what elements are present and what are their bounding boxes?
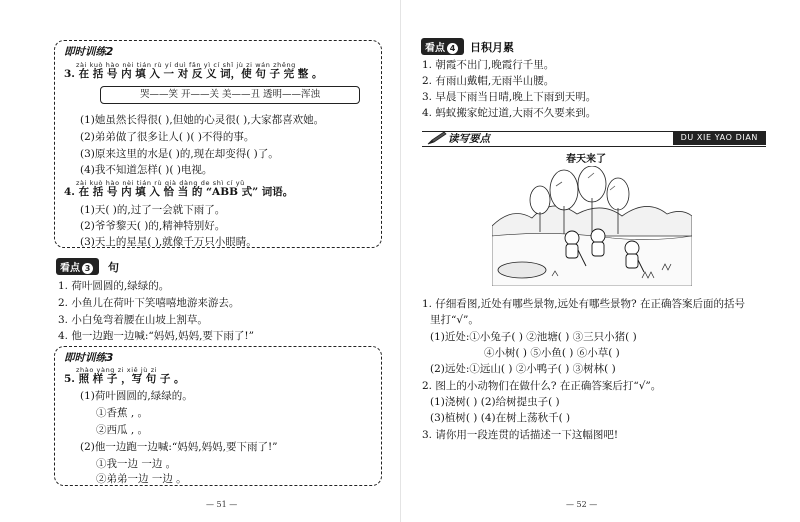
- q3-line-1: (1)她虽然长得很( ),但她的心灵很( ),大家都喜欢她。: [80, 114, 325, 126]
- q5-pinyin: zhào yàng zi xiě jù zi: [76, 366, 158, 374]
- q1-near-a: (1)近处:①小兔子( ) ②池塘( ) ③三只小猪( ): [430, 331, 637, 343]
- pond: [498, 262, 546, 278]
- story-title: 春天来了: [566, 154, 606, 165]
- q3-line-3: (3)原来这里的水是( )的,现在却变得( )了。: [80, 148, 279, 160]
- sentence-1: 1. 荷叶圆圆的,绿绿的。: [58, 280, 170, 292]
- spring-illustration: [492, 166, 692, 286]
- saying-1: 1. 朝霞不出门,晚霞行千里。: [422, 59, 555, 71]
- q2-prompt: 2. 图上的小动物们在做什么? 在正确答案后打“√”。: [422, 380, 662, 392]
- q2-line-b: (3)植树( ) (4)在树上荡秋千( ): [430, 412, 571, 424]
- q5-sub-2-a: ①我一边 一边 。: [96, 458, 177, 470]
- practice-box-2-title: 即时训练2: [64, 46, 114, 58]
- section-3-tag-label: 看点: [60, 263, 80, 274]
- section-3-tag-number: 3: [82, 263, 93, 274]
- reading-writing-banner: [422, 131, 766, 147]
- q3-describe: 3. 请你用一段连贯的话描述一下这幅图吧!: [422, 429, 619, 441]
- q4-line-1: (1)天( )的,过了一会就下雨了。: [80, 204, 226, 216]
- q4-line-3: (3)天上的星星( ),就像千万只小眼睛。: [80, 236, 257, 248]
- q5-sub-1-a: ①香蕉 , 。: [96, 407, 149, 419]
- q5-sub-1-b: ②西瓜 , 。: [96, 424, 149, 436]
- q3-prompt: 3. 在 括 号 内 填 入 一 对 反 义 词，使 句 子 完 整 。: [64, 68, 323, 80]
- banner-pinyin: DU XIE YAO DIAN: [673, 131, 766, 145]
- q1-near-b: ④小树( ) ⑤小鱼( ) ⑥小草( ): [484, 347, 620, 359]
- saying-2: 2. 有雨山戴帽,无雨半山腰。: [422, 75, 555, 87]
- q3-pinyin: zài kuò hào nèi tián rù yí duì fǎn yì cí shǐ jù zi wán zhěng: [76, 61, 296, 69]
- section-4-tag-number: 4: [447, 43, 458, 54]
- q5-sub-2: (2)他一边跑一边喊:“妈妈,妈妈,要下雨了!”: [80, 441, 278, 453]
- q4-line-2: (2)爷爷黎天( )的,精神特别好。: [80, 220, 226, 232]
- sentence-2: 2. 小鱼儿在荷叶下笑嘻嘻地游来游去。: [58, 297, 240, 309]
- saying-3: 3. 早晨下雨当日晴,晚上下雨到天明。: [422, 91, 597, 103]
- q3-line-2: (2)弟弟做了很多让人( )( )不得的事。: [80, 131, 255, 143]
- banner-title: 读写要点: [448, 133, 490, 145]
- antonym-word-box: [100, 86, 360, 104]
- page-number-left: — 51 —: [206, 500, 238, 509]
- sentence-3: 3. 小白兔弯着腰在山坡上割草。: [58, 314, 208, 326]
- section-3-title: 句: [108, 261, 119, 274]
- antonym-words: 哭——笑 开——关 美——丑 透明——浑浊: [139, 89, 321, 100]
- q1-far: (2)远处:①远山( ) ②小鸭子( ) ③树林( ): [430, 363, 616, 375]
- q1-line-2: 里打“√”。: [430, 314, 479, 326]
- q5-sub-2-b: ②弟弟一边 一边 。: [96, 473, 187, 485]
- section-4-title: 日积月累: [470, 41, 514, 54]
- section-3-tag: [56, 258, 99, 275]
- q2-line-a: (1)浇树( ) (2)给树提虫子( ): [430, 396, 560, 408]
- page-number-right: — 52 —: [566, 500, 598, 509]
- q3-line-4: (4)我不知道怎样( )( )电视。: [80, 164, 213, 176]
- page-fold: [400, 0, 401, 522]
- sentence-4: 4. 他一边跑一边喊:“妈妈,妈妈,要下雨了!”: [58, 330, 255, 342]
- section-4-tag-label: 看点: [425, 43, 445, 54]
- q4-prompt: 4. 在 括 号 内 填 入 恰 当 的 “ABB 式” 词语。: [64, 186, 294, 198]
- practice-box-3-title: 即时训练3: [64, 352, 114, 364]
- q5-sub-1: (1)荷叶圆圆的,绿绿的。: [80, 390, 193, 402]
- q4-pinyin: zài kuò hào nèi tián rù qià dàng de shì cí yǔ: [76, 179, 245, 187]
- saying-4: 4. 蚂蚁搬家蛇过道,大雨不久要来到。: [422, 107, 597, 119]
- q5-prompt: 5. 照 样 子 ，写 句 子 。: [64, 373, 185, 385]
- q1-line-1: 1. 仔细看图,近处有哪些景物,远处有哪些景物? 在正确答案后面的括号: [422, 298, 745, 310]
- section-4-tag: [421, 38, 464, 55]
- pencil-icon: [426, 130, 448, 146]
